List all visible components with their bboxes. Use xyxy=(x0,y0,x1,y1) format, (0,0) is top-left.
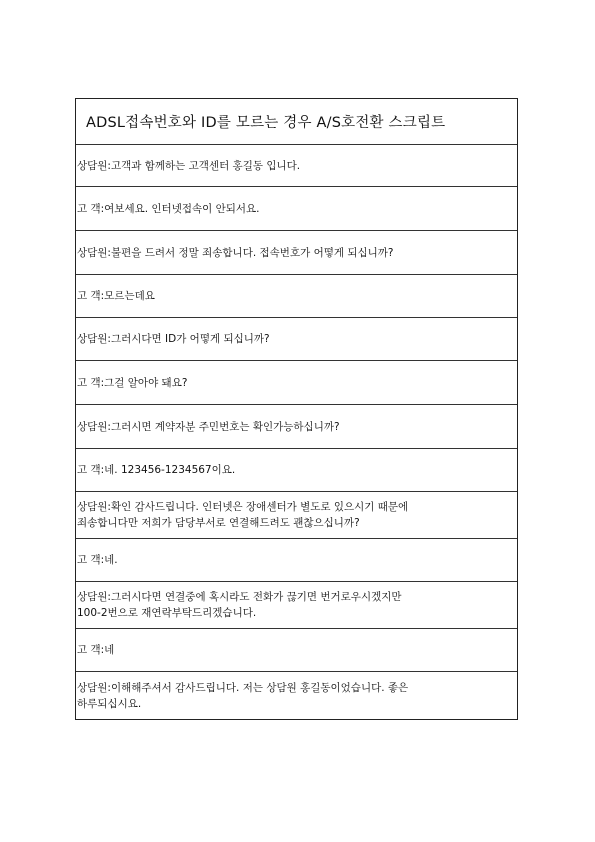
dialogue-text: 상담원:그러시면 계약자분 주민번호는 확인가능하십니까? xyxy=(77,420,340,433)
dialogue-row xyxy=(76,145,517,187)
dialogue-text: 고 객:그걸 알아야 돼요? xyxy=(77,376,188,389)
dialogue-row xyxy=(76,318,517,361)
dialogue-text: 상담원:그러시다면 연결중에 혹시라도 전화가 끊기면 번거로우시겠지만 100-2번으로 재연락부탁드리겠습니다. xyxy=(77,591,402,619)
dialogue-text: 상담원:고객과 함께하는 고객센터 홍길동 입니다. xyxy=(77,159,301,172)
dialogue-text: 고 객:네. 123456-1234567이요. xyxy=(77,464,236,476)
dialogue-row xyxy=(76,492,517,539)
dialogue-row xyxy=(76,672,517,719)
document-title: ADSL접속번호와 ID를 모르는 경우 A/S호전환 스크립트 xyxy=(76,99,517,145)
dialogue-text: 고 객:네 xyxy=(77,644,115,656)
dialogue-text: 상담원:그러시다면 ID가 어떻게 되십니까? xyxy=(77,333,270,345)
dialogue-text: 상담원:불편을 드려서 정말 죄송합니다. 접속번호가 어떻게 되십니까? xyxy=(77,246,394,259)
dialogue-text: 고 객:여보세요. 인터넷접속이 안되서요. xyxy=(77,202,260,215)
dialogue-text: 상담원:확인 감사드립니다. 인터넷은 장애센터가 별도로 있으시기 때문에 죄송합니다만 저희가 담당부서로 연결해드려도 괜찮으십니까? xyxy=(77,501,409,529)
dialogue-text: 상담원:이해해주셔서 감사드립니다. 저는 상담원 홍길동이었습니다. 좋은 하루되십시요. xyxy=(77,681,409,710)
dialogue-row xyxy=(76,361,517,405)
dialogue-rows xyxy=(76,145,517,719)
script-table xyxy=(75,98,518,720)
dialogue-text: 고 객:모르는데요 xyxy=(77,290,155,302)
dialogue-row xyxy=(76,405,517,449)
dialogue-row xyxy=(76,231,517,275)
dialogue-row xyxy=(76,449,517,492)
dialogue-text: 고 객:네. xyxy=(77,554,118,566)
dialogue-row xyxy=(76,187,517,231)
dialogue-row xyxy=(76,539,517,582)
dialogue-row xyxy=(76,629,517,672)
dialogue-row xyxy=(76,582,517,629)
dialogue-row xyxy=(76,275,517,318)
